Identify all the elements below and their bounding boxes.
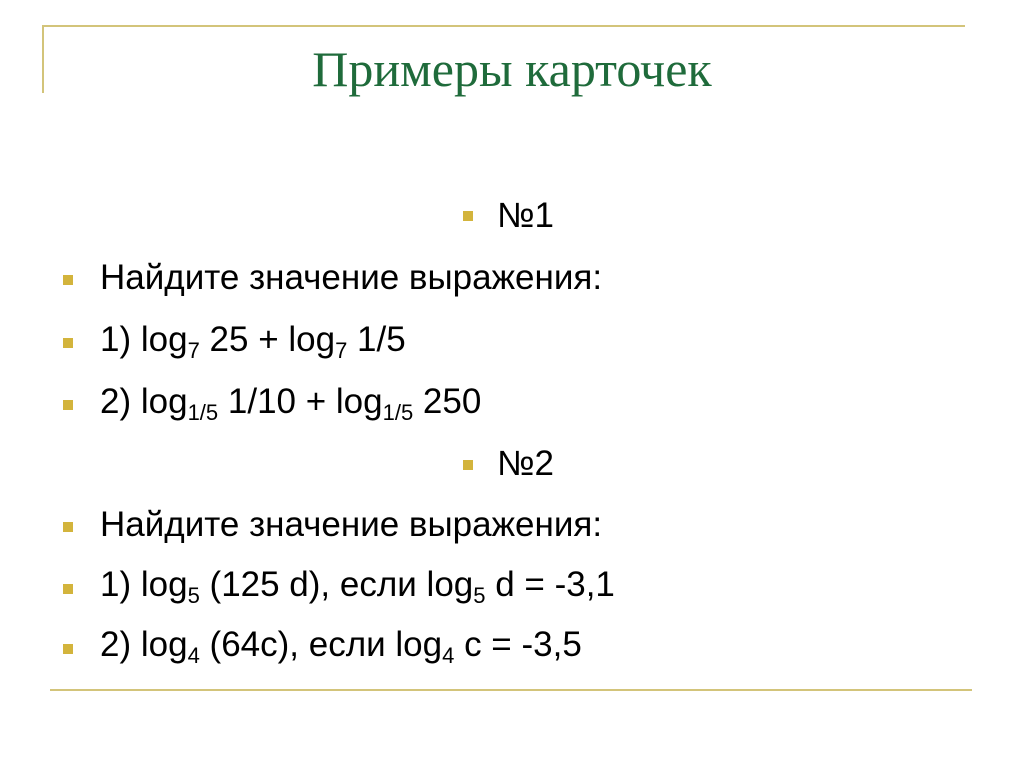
card1-item2-mid: 1/10 + log xyxy=(218,382,383,421)
card1-number: №1 xyxy=(497,196,555,235)
card2-item2-prefix: 2) log xyxy=(100,625,188,664)
card2-number: №2 xyxy=(497,444,555,483)
card1-item1-sub-a: 7 xyxy=(187,338,200,363)
frame-bottom-rule xyxy=(50,689,972,691)
bullet-card1-task xyxy=(63,275,73,285)
card2-item1-prefix: 1) log xyxy=(100,565,188,604)
card1-item1 xyxy=(100,320,406,363)
card1-item1-prefix: 1) log xyxy=(100,320,188,359)
bullet-card1-item2 xyxy=(63,400,73,410)
card1-item2-sub-a: 1/5 xyxy=(187,400,219,425)
card1-item1-mid: 25 + log xyxy=(199,320,336,359)
card1-item2-tail: 250 xyxy=(413,382,482,421)
card1-item1-tail: 1/5 xyxy=(347,320,406,359)
bullet-card2-number xyxy=(463,460,473,470)
card1-task: Найдите значение выражения: xyxy=(100,258,603,297)
slide-title: Примеры карточек xyxy=(312,41,712,97)
card2-item2 xyxy=(100,625,582,668)
card2-item1 xyxy=(100,565,615,608)
bullet-card1-item1 xyxy=(63,338,73,348)
card1-item1-sub-b: 7 xyxy=(335,338,348,363)
card1-item2 xyxy=(100,382,482,425)
card2-task: Найдите значение выражения: xyxy=(100,505,603,544)
bullet-card2-item1 xyxy=(63,584,73,594)
card1-item2-prefix: 2) log xyxy=(100,382,188,421)
card2-item2-tail: с = -3,5 xyxy=(454,625,582,664)
card2-item1-sub-b: 5 xyxy=(473,583,486,608)
bullet-card2-task xyxy=(63,522,73,532)
bullet-card1-number xyxy=(463,211,473,221)
card2-item1-sub-a: 5 xyxy=(187,583,200,608)
frame-top-rule xyxy=(42,25,965,27)
card2-item1-mid: (125 d), если log xyxy=(199,565,474,604)
card2-item2-mid: (64с), если log xyxy=(199,625,443,664)
bullet-card2-item2 xyxy=(63,644,73,654)
card2-item2-sub-b: 4 xyxy=(442,643,455,668)
card2-item1-tail: d = -3,1 xyxy=(485,565,615,604)
card2-item2-sub-a: 4 xyxy=(187,643,200,668)
card1-item2-sub-b: 1/5 xyxy=(382,400,414,425)
